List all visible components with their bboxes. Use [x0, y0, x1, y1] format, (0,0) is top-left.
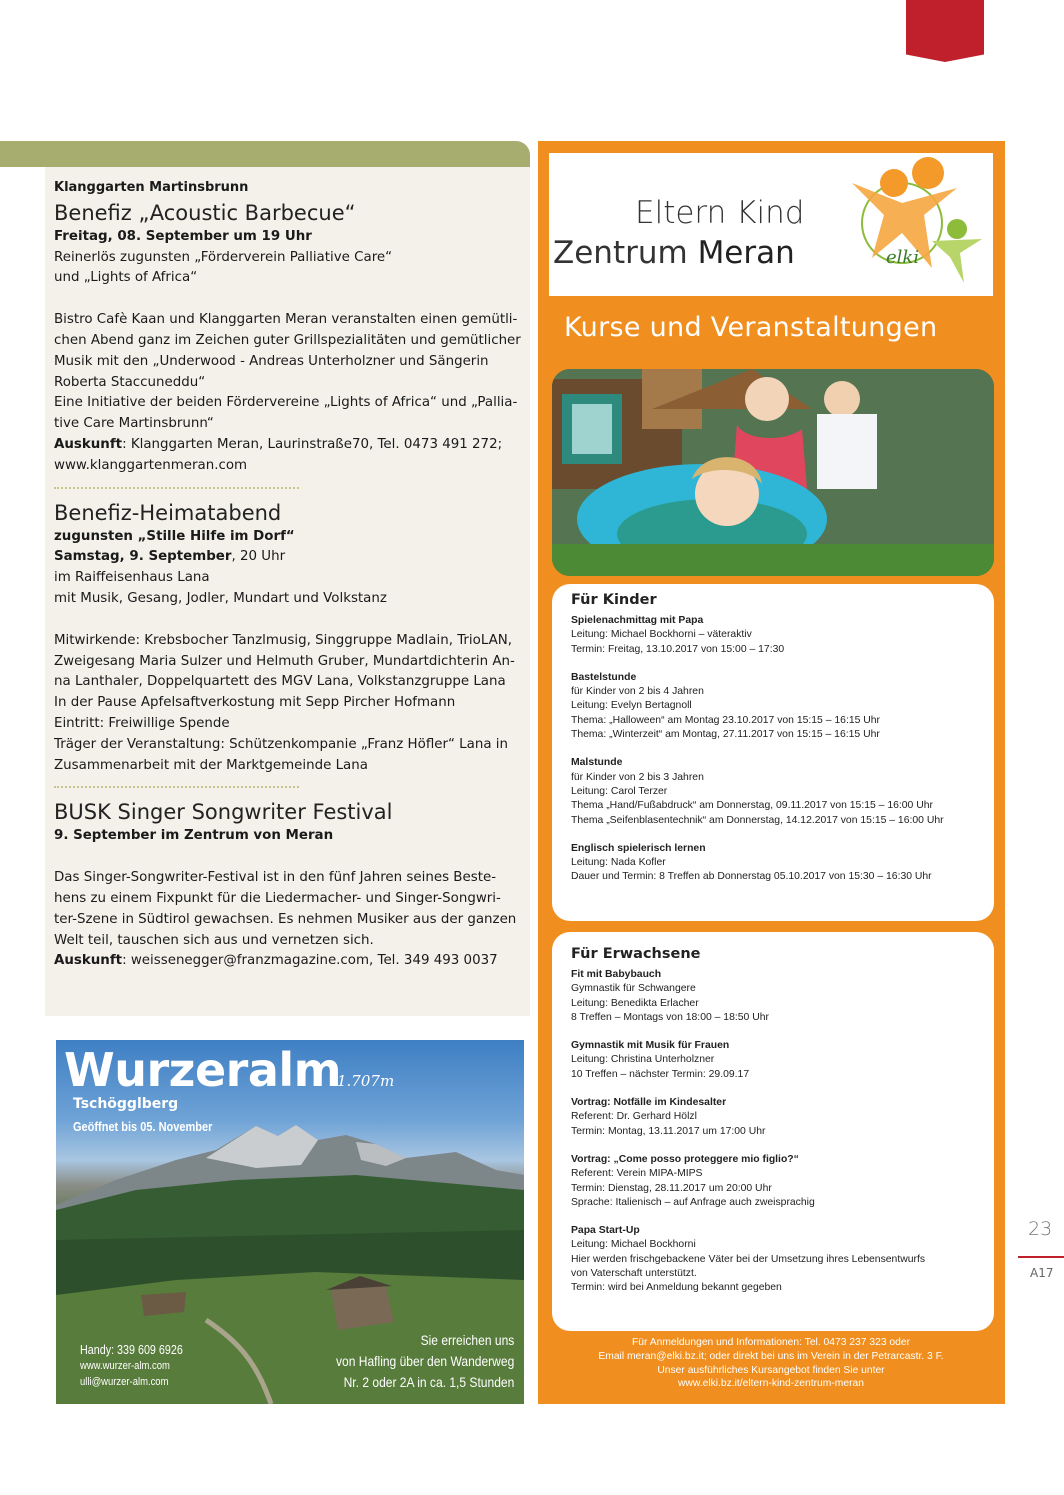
list-item [571, 671, 981, 742]
section-title: Kurse und Veranstaltungen [564, 312, 938, 343]
section-header-bar [0, 141, 530, 167]
course-line: Termin: Freitag, 13.10.2017 von 15:00 – 17:30 [571, 643, 785, 655]
registration-web-link[interactable]: www.elki.bz.it/eltern-kind-zentrum-meran [678, 1378, 864, 1390]
page-tab-decoration [906, 0, 984, 62]
course-line: Thema „Hand/Fußabdruck“ am Donnerstag, 09.11.2017 von 15:15 – 16:00 Uhr [571, 800, 933, 812]
info-label: Auskunft [54, 953, 123, 969]
ad-subtitle: Tschögglberg [73, 1096, 179, 1112]
event2-body-line: Eintritt: Freiwillige Spende [54, 715, 230, 731]
page-number-divider [1018, 1256, 1064, 1258]
course-line: Termin: Montag, 13.11.2017 um 17:00 Uhr [571, 1125, 766, 1137]
event1-date: Freitag, 08. September um 19 Uhr [54, 228, 312, 244]
erwachsene-heading: Für Erwachsene [571, 946, 701, 962]
course-line: Thema: „Halloween“ am Montag 23.10.2017 von 15:15 – 16:15 Uhr [571, 714, 881, 726]
list-item [571, 968, 981, 1025]
course-line: Leitung: Nada Kofler [571, 857, 666, 869]
children-photo [552, 369, 994, 576]
event3-info [54, 951, 522, 972]
course-title: Papa Start-Up [571, 1225, 640, 1237]
erwachsene-card [552, 932, 994, 1331]
list-item [571, 1096, 981, 1139]
course-line: Dauer und Termin: 8 Treffen ab Donnerstag 05.10.2017 von 15:30 – 16:30 Uhr [571, 871, 932, 883]
logo-text-meran: Meran [697, 235, 795, 271]
event2-title: Benefiz-Heimatabend [54, 500, 282, 525]
event2-line: im Raiffeisenhaus Lana [54, 570, 210, 586]
course-line: Hier werden frischgebackene Väter bei der Umsetzung ihres Lebensentwurfs [571, 1253, 926, 1265]
event3-body-line: Welt teil, tauschen sich aus und vernetzen sich. [54, 932, 374, 948]
event2-date [54, 547, 522, 568]
course-line: Leitung: Christina Unterholzner [571, 1054, 715, 1066]
course-line: Sprache: Italienisch – auf Anfrage auch zweisprachig [571, 1196, 815, 1208]
list-item [571, 614, 981, 657]
event3-body-line: ter-Szene in Südtirol gewachsen. Es nehmen Musiker aus der ganzen [54, 911, 517, 927]
course-title: Malstunde [571, 757, 623, 769]
kinder-card [552, 584, 994, 921]
dotted-divider [54, 786, 299, 788]
course-line: Leitung: Carol Terzer [571, 785, 668, 797]
ad-route-line: Nr. 2 oder 2A in ca. 1,5 Stunden [343, 1374, 514, 1390]
course-line: Thema „Seifenblasentechnik“ am Donnerstag, 14.12.2017 von 15:15 – 16:00 Uhr [571, 814, 944, 826]
event1-body-line: Bistro Cafè Kaan und Klanggarten Meran veranstalten einen gemütli- [54, 312, 518, 328]
wurzeralm-advertisement [56, 1040, 524, 1404]
ad-phone: Handy: 339 609 6926 [80, 1343, 183, 1357]
event3-body-line: hens zu einem Fixpunkt für die Liedermacher- und Singer-Songwri- [54, 890, 501, 906]
registration-line: Unser ausführliches Kursangebot finden Sie unter [657, 1364, 885, 1376]
ad-web-link[interactable]: www.wurzer-alm.com [80, 1360, 170, 1372]
event3-date: 9. September im Zentrum von Meran [54, 828, 334, 844]
elki-logo-box [549, 153, 993, 296]
event1-body-line: chen Abend ganz im Zeichen guter Grillspezialitäten und gemütlicher [54, 332, 521, 348]
course-line: Leitung: Michael Bockhorni [571, 1239, 696, 1251]
course-line: 10 Treffen – nächster Termin: 29.09.17 [571, 1068, 750, 1080]
event2-body-line: Mitwirkende: Krebsbocher Tanzlmusig, Singgruppe Madlain, TrioLAN, [54, 632, 513, 648]
event1-body-line: Roberta Staccuneddu“ [54, 374, 206, 390]
event2-body-line: na Lanthaler, Doppelquartett des MGV Lana, Volkstanzgruppe Lana [54, 674, 506, 690]
course-line: Termin: wird bei Anmeldung bekannt gegeben [571, 1282, 782, 1294]
event1-title: Benefiz „Acoustic Barbecue“ [54, 200, 356, 225]
course-line: Referent: Verein MIPA-MIPS [571, 1168, 703, 1180]
list-item [571, 1224, 981, 1295]
event2-subtitle: zugunsten „Stille Hilfe im Dorf“ [54, 528, 295, 544]
course-line: von Vaterschaft unterstützt. [571, 1268, 697, 1280]
registration-info [549, 1336, 993, 1391]
elki-logo-text: elki [886, 247, 920, 268]
course-title: Bastelstunde [571, 671, 637, 683]
event2-date-rest: , 20 Uhr [231, 549, 286, 565]
event1-web-link[interactable]: www.klanggartenmeran.com [54, 457, 248, 473]
event1-body-line: Eine Initiative der beiden Fördervereine „Lights of Africa“ und „Pallia- [54, 395, 518, 411]
info-text: : weissenegger@franzmagazine.com, Tel. 349 493 0037 [122, 953, 498, 969]
logo-text-zentrum: Zentrum [553, 235, 698, 271]
course-line: 8 Treffen – Montags von 18:00 – 18:50 Uhr [571, 1011, 769, 1023]
registration-line: Email meran@elki.bz.it; oder direkt bei uns im Verein in der Petrarcastr. 3 F. [598, 1350, 944, 1362]
course-line: Leitung: Michael Bockhorni – väteraktiv [571, 629, 752, 641]
course-line: für Kinder von 2 bis 4 Jahren [571, 686, 704, 698]
course-line: Referent: Dr. Gerhard Hölzl [571, 1111, 697, 1123]
event2-line: mit Musik, Gesang, Jodler, Mundart und Volkstanz [54, 590, 387, 606]
kinder-heading: Für Kinder [571, 592, 657, 608]
course-title: Spielenachmittag mit Papa [571, 615, 704, 626]
course-line: Termin: Dienstag, 28.11.2017 um 20:00 Uhr [571, 1182, 772, 1194]
ad-altitude: 1.707m [337, 1072, 395, 1090]
info-label: Auskunft [54, 436, 123, 452]
event1-line: Reinerlös zugunsten „Förderverein Palliative Care“ [54, 249, 393, 265]
registration-line: Für Anmeldungen und Informationen: Tel. 0473 237 323 oder [631, 1337, 911, 1348]
ad-route-line: von Hafling über den Wanderweg [335, 1353, 514, 1369]
course-title: Vortrag: „Come posso proteggere mio figlio?“ [571, 1153, 799, 1165]
logo-text-line1: Eltern Kind [635, 195, 805, 231]
page-code: A17 [1030, 1266, 1054, 1280]
event2-body-line: Träger der Veranstaltung: Schützenkompanie „Franz Höfler“ Lana in [54, 736, 509, 752]
event2-date-bold: Samstag, 9. September [54, 549, 232, 565]
logo-text-line2 [553, 235, 795, 271]
course-line: für Kinder von 2 bis 3 Jahren [571, 771, 704, 783]
list-item [571, 756, 981, 827]
event1-body-line: Musik mit den „Underwood - Andreas Unterholzner und Sängerin [54, 353, 489, 369]
event3-body-line: Das Singer-Songwriter-Festival ist in den fünf Jahren seines Beste- [54, 870, 497, 886]
list-item [571, 1039, 981, 1082]
children-playing-image [552, 369, 994, 576]
course-title: Englisch spielerisch lernen [571, 842, 706, 854]
info-text: : Klanggarten Meran, Laurinstraße70, Tel. 0473 491 272; [122, 436, 503, 452]
page-number: 23 [1028, 1218, 1053, 1240]
event1-line: und „Lights of Africa“ [54, 270, 198, 286]
course-line: Leitung: Benedikta Erlacher [571, 997, 699, 1009]
course-line: Gymnastik für Schwangere [571, 983, 696, 995]
course-line: Thema: „Winterzeit“ am Montag, 27.11.2017 von 15:15 – 16:15 Uhr [571, 729, 880, 741]
course-title: Fit mit Babybauch [571, 969, 662, 980]
event2-body-line: Zusammenarbeit mit der Marktgemeinde Lana [54, 757, 368, 773]
event3-title: BUSK Singer Songwriter Festival [54, 800, 393, 825]
event1-info [54, 435, 522, 456]
ad-route-line: Sie erreichen uns [420, 1332, 514, 1348]
event2-body-line: Zweigesang Maria Sulzer und Helmuth Gruber, Mundartdichterin An- [54, 653, 515, 669]
ad-contact [80, 1342, 183, 1390]
ad-route-info [336, 1330, 514, 1393]
course-line: Leitung: Evelyn Bertagnoll [571, 700, 692, 712]
event1-kicker: Klanggarten Martinsbrunn [54, 180, 249, 195]
event2-body-line: In der Pause Apfelsaftverkostung mit Sepp Pircher Hofmann [54, 695, 456, 711]
dotted-divider [54, 487, 299, 489]
list-item [571, 842, 981, 885]
events-content [54, 178, 522, 972]
ad-title: Wurzeralm [64, 1043, 342, 1097]
course-title: Vortrag: Notfälle im Kindesalter [571, 1097, 727, 1109]
ad-email-link[interactable]: ulli@wurzer-alm.com [80, 1376, 169, 1388]
ad-opening-info: Geöffnet bis 05. November [73, 1120, 213, 1134]
event1-body-line: tive Care Martinsbrunn“ [54, 416, 214, 432]
elki-logo-icon [832, 153, 992, 296]
list-item [571, 1153, 981, 1210]
course-title: Gymnastik mit Musik für Frauen [571, 1040, 730, 1052]
